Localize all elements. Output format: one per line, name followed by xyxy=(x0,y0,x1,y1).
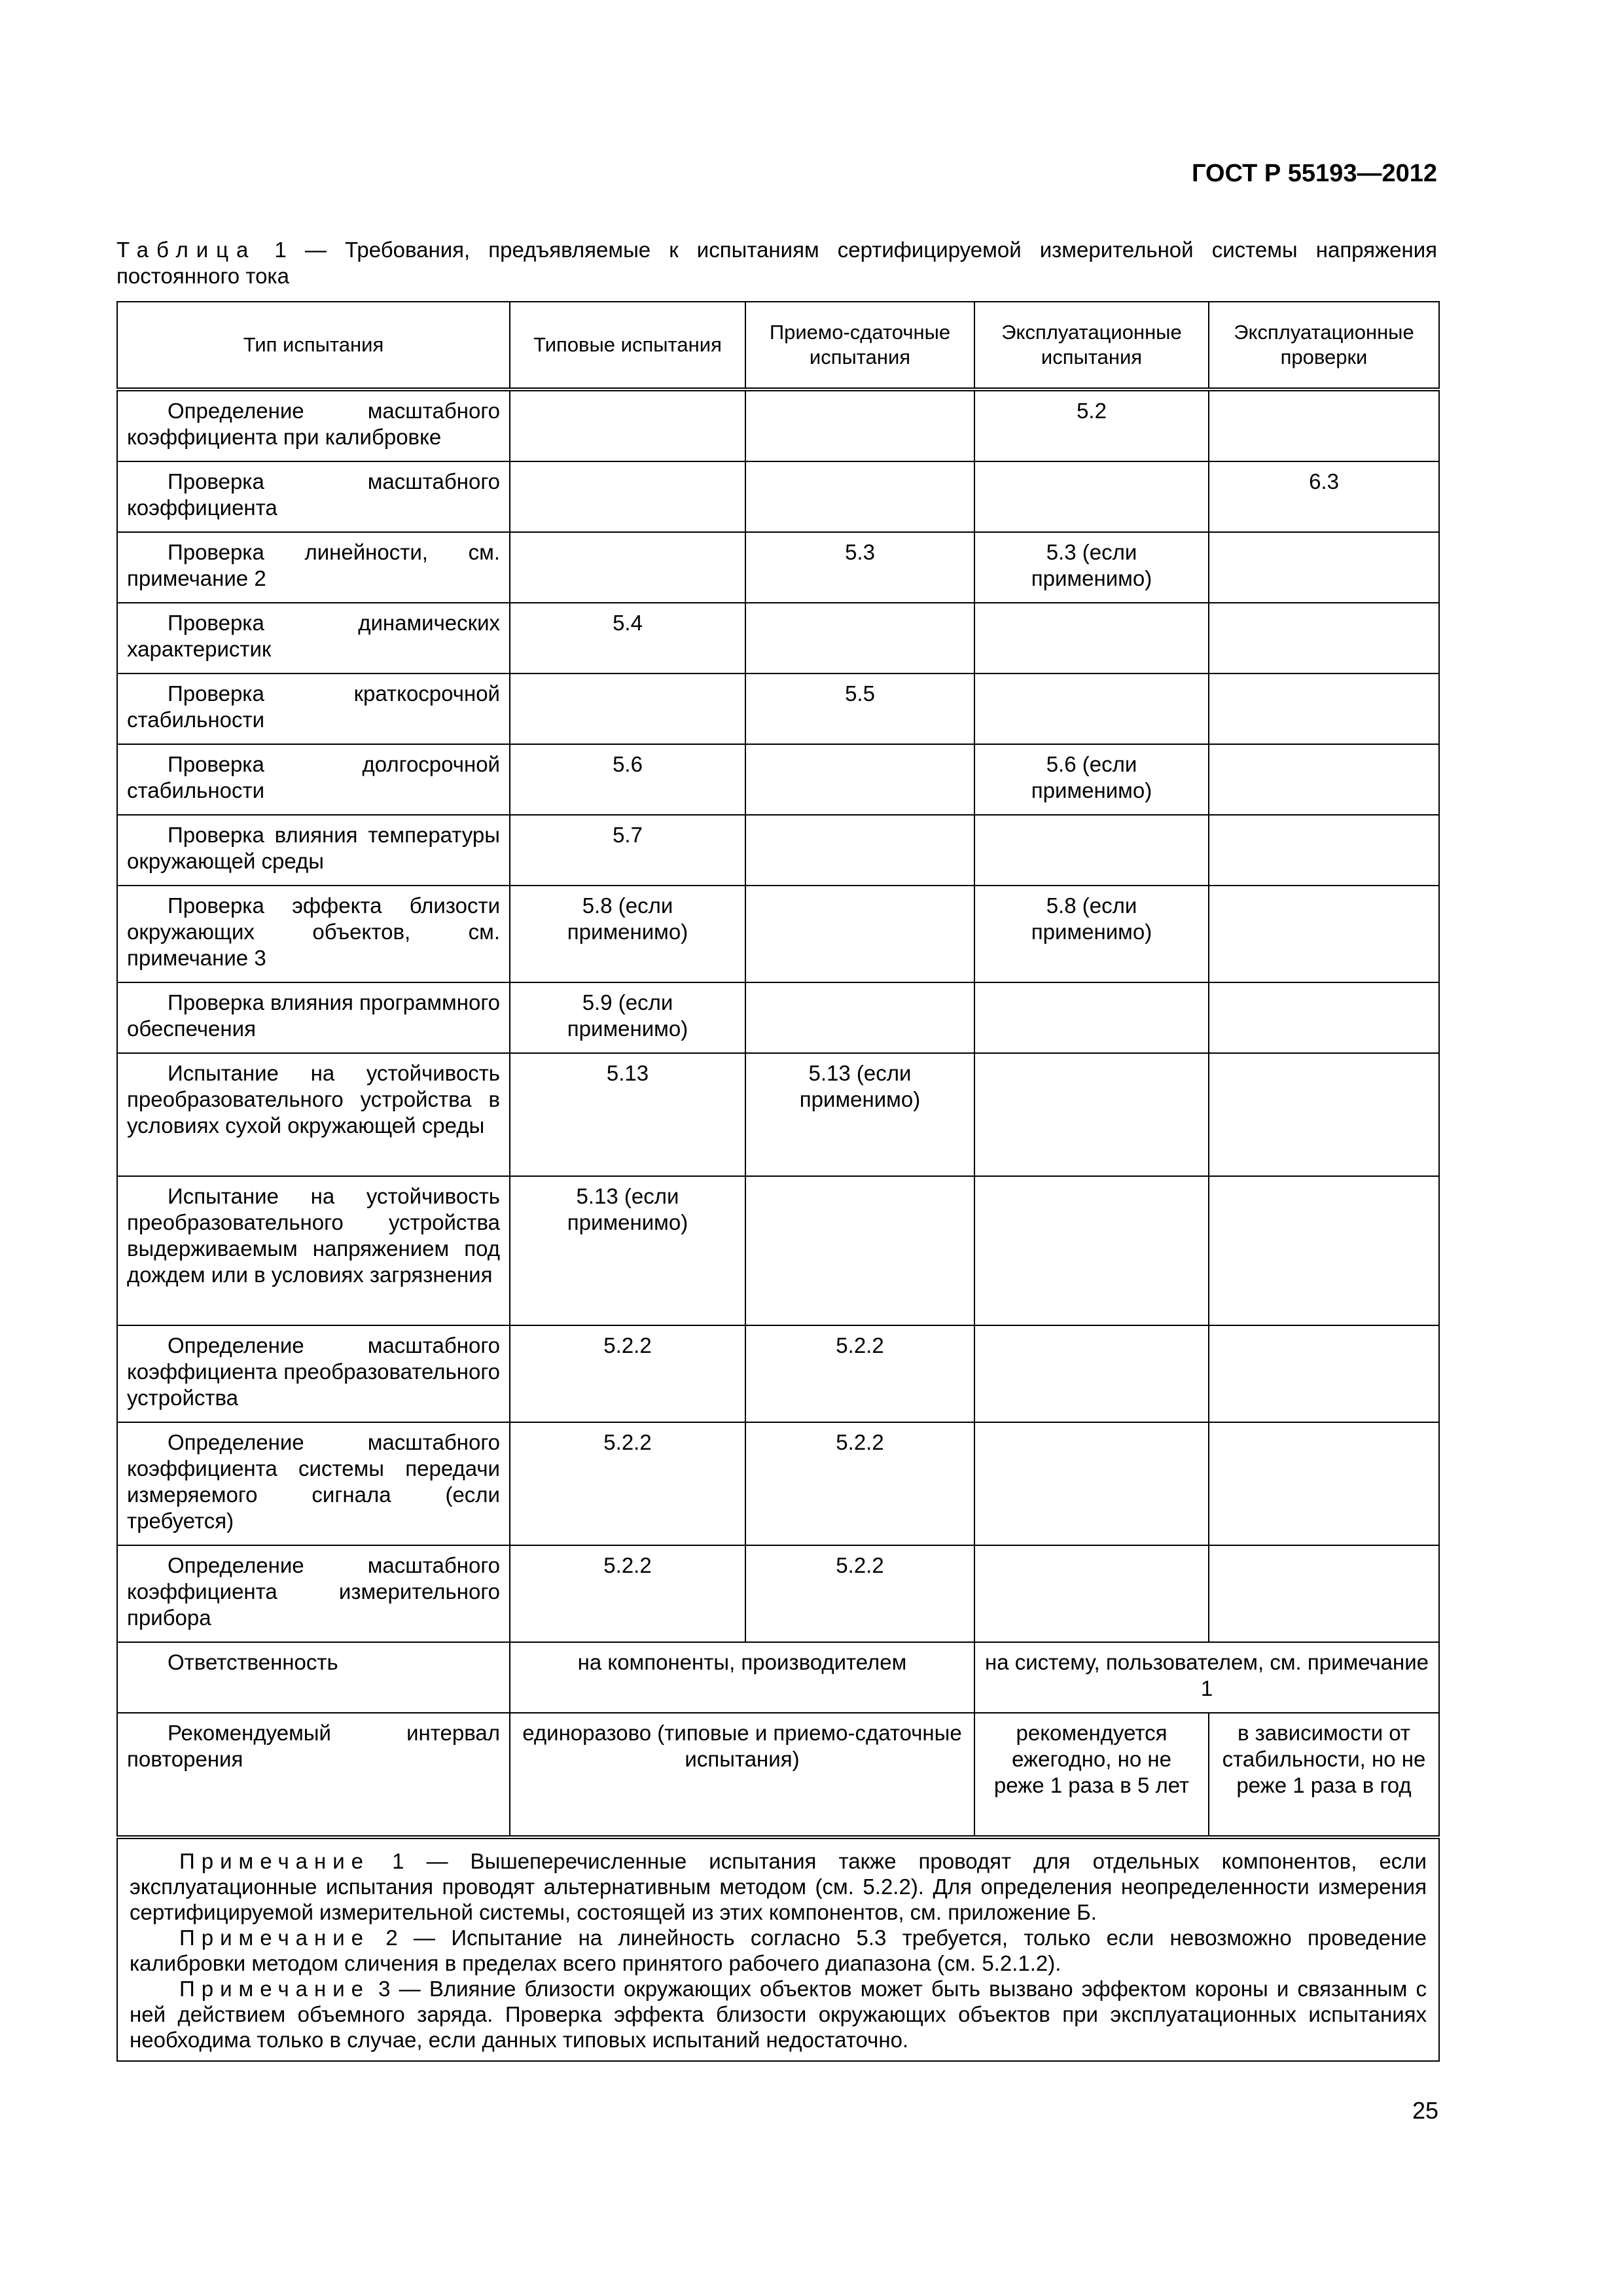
test-name: Проверка долгосрочной стабильности xyxy=(117,744,510,815)
cell-type: 5.2.2 xyxy=(510,1422,745,1545)
interval-operational-checks: в зависимости от стабильности, но не реже 1 раза в год xyxy=(1209,1713,1439,1837)
document-code: ГОСТ Р 55193—2012 xyxy=(1192,160,1437,187)
note-2: Примечание 2 — Испытание на линейность согласно 5.3 требуется, только если невозможно проведение калибровки методом сличения в пределах всего принятого рабочего диапазона (см. 5.2.1.2). xyxy=(130,1926,1427,1975)
test-name: Проверка влияния программного обеспечения xyxy=(117,982,510,1053)
col-header-operational-checks: Эксплуатационные проверки xyxy=(1209,302,1439,389)
cell-acceptance xyxy=(745,389,974,461)
notes-cell xyxy=(117,1837,1439,2061)
note-1: Примечание 1 — Вышеперечисленные испытания также проводят для отдельных компонентов, если эксплуатационные испытания проводят альтернативным методом (см. 5.2.2). Для определения неопределенности измерения сертифицируемой измерительной системы, состоящей из этих компонентов, см. приложение Б. xyxy=(130,1849,1427,1924)
cell-acceptance: 5.13 (если применимо) xyxy=(745,1053,974,1176)
table-header-row xyxy=(117,302,1439,389)
note-3: Примечание 3 — Влияние близости окружающих объектов может быть вызвано эффектом короны и связанным с ней действием объемного заряда. Проверка эффекта близости окружающих объектов при эксплуатационных испытаниях необходима только в случае, если данных типовых испытаний недостаточно. xyxy=(130,1977,1427,2052)
cell-operational-check xyxy=(1209,1053,1439,1176)
cell-acceptance: 5.2.2 xyxy=(745,1545,974,1642)
col-header-test-type: Тип испытания xyxy=(117,302,510,389)
test-name: Проверка линейности, см. примечание 2 xyxy=(117,532,510,603)
cell-acceptance xyxy=(745,603,974,673)
table-row xyxy=(117,1053,1439,1176)
cell-operational-test xyxy=(974,1176,1209,1325)
table-row xyxy=(117,1176,1439,1325)
cell-acceptance xyxy=(745,982,974,1053)
cell-operational-check xyxy=(1209,982,1439,1053)
cell-operational-test: 5.6 (если применимо) xyxy=(974,744,1209,815)
cell-operational-test xyxy=(974,815,1209,886)
test-name: Испытание на устойчивость преобразовательного устройства выдерживаемым напряжением под дождем или в условиях загрязнения xyxy=(117,1176,510,1325)
cell-operational-test xyxy=(974,1053,1209,1176)
table-row xyxy=(117,603,1439,673)
cell-operational-test xyxy=(974,603,1209,673)
test-name: Испытание на устойчивость преобразовательного устройства в условиях сухой окружающей среды xyxy=(117,1053,510,1176)
notes-row xyxy=(117,1837,1439,2061)
cell-type: 5.2.2 xyxy=(510,1545,745,1642)
cell-operational-check xyxy=(1209,389,1439,461)
cell-operational-test xyxy=(974,461,1209,532)
cell-acceptance: 5.2.2 xyxy=(745,1422,974,1545)
cell-acceptance xyxy=(745,744,974,815)
cell-type: 5.13 (если применимо) xyxy=(510,1176,745,1325)
cell-operational-check xyxy=(1209,673,1439,744)
table-row xyxy=(117,1422,1439,1545)
cell-acceptance xyxy=(745,461,974,532)
cell-acceptance xyxy=(745,886,974,982)
responsibility-label: Ответственность xyxy=(117,1642,510,1713)
cell-type: 5.8 (если применимо) xyxy=(510,886,745,982)
table-row xyxy=(117,389,1439,461)
page-number: 25 xyxy=(1412,2097,1438,2124)
cell-type xyxy=(510,532,745,603)
cell-operational-check xyxy=(1209,886,1439,982)
test-name: Определение масштабного коэффициента при калибровке xyxy=(117,389,510,461)
cell-operational-test xyxy=(974,982,1209,1053)
table-caption xyxy=(116,237,1437,289)
cell-operational-test xyxy=(974,1422,1209,1545)
cell-acceptance: 5.2.2 xyxy=(745,1325,974,1422)
cell-type: 5.6 xyxy=(510,744,745,815)
cell-operational-check xyxy=(1209,603,1439,673)
cell-operational-test xyxy=(974,1545,1209,1642)
interval-type-acceptance: единоразово (типовые и приемо-сдаточные испытания) xyxy=(510,1713,974,1837)
cell-operational-check xyxy=(1209,532,1439,603)
table-row xyxy=(117,461,1439,532)
table-row xyxy=(117,744,1439,815)
table-row xyxy=(117,1545,1439,1642)
interval-row xyxy=(117,1713,1439,1837)
cell-type xyxy=(510,389,745,461)
cell-type: 5.9 (если применимо) xyxy=(510,982,745,1053)
interval-operational-tests: рекомендуется ежегодно, но не реже 1 раза в 5 лет xyxy=(974,1713,1209,1837)
responsibility-user: на систему, пользователем, см. примечание 1 xyxy=(974,1642,1439,1713)
test-name: Проверка влияния температуры окружающей среды xyxy=(117,815,510,886)
test-name: Определение масштабного коэффициента системы передачи измеряемого сигнала (если требуется) xyxy=(117,1422,510,1545)
test-name: Проверка масштабного коэффициента xyxy=(117,461,510,532)
test-name: Проверка динамических характеристик xyxy=(117,603,510,673)
cell-operational-test: 5.3 (если применимо) xyxy=(974,532,1209,603)
caption-text: 1 — Требования, предъявляемые к испытаниям сертифицируемой измерительной системы напряжения постоянного тока xyxy=(116,238,1437,288)
cell-type: 5.2.2 xyxy=(510,1325,745,1422)
responsibility-manufacturer: на компоненты, производителем xyxy=(510,1642,974,1713)
cell-operational-check xyxy=(1209,1325,1439,1422)
table-row xyxy=(117,673,1439,744)
cell-acceptance: 5.3 xyxy=(745,532,974,603)
requirements-table xyxy=(116,301,1440,2062)
cell-operational-check: 6.3 xyxy=(1209,461,1439,532)
col-header-operational-tests: Эксплуатационные испытания xyxy=(974,302,1209,389)
col-header-acceptance-tests: Приемо-сдаточные испытания xyxy=(745,302,974,389)
table-row xyxy=(117,815,1439,886)
responsibility-row xyxy=(117,1642,1439,1713)
col-header-type-tests: Типовые испытания xyxy=(510,302,745,389)
cell-type xyxy=(510,461,745,532)
cell-operational-check xyxy=(1209,1176,1439,1325)
cell-operational-check xyxy=(1209,1545,1439,1642)
table-row xyxy=(117,886,1439,982)
cell-acceptance: 5.5 xyxy=(745,673,974,744)
interval-label: Рекомендуемый интервал повторения xyxy=(117,1713,510,1837)
test-name: Определение масштабного коэффициента измерительного прибора xyxy=(117,1545,510,1642)
cell-type: 5.7 xyxy=(510,815,745,886)
cell-operational-check xyxy=(1209,1422,1439,1545)
cell-type: 5.13 xyxy=(510,1053,745,1176)
test-name: Проверка эффекта близости окружающих объектов, см. примечание 3 xyxy=(117,886,510,982)
cell-operational-test xyxy=(974,1325,1209,1422)
cell-operational-check xyxy=(1209,815,1439,886)
cell-acceptance xyxy=(745,815,974,886)
table-row xyxy=(117,1325,1439,1422)
cell-operational-test xyxy=(974,673,1209,744)
cell-operational-test: 5.8 (если применимо) xyxy=(974,886,1209,982)
test-name: Определение масштабного коэффициента преобразовательного устройства xyxy=(117,1325,510,1422)
cell-type xyxy=(510,673,745,744)
cell-operational-check xyxy=(1209,744,1439,815)
table-row xyxy=(117,982,1439,1053)
cell-acceptance xyxy=(745,1176,974,1325)
cell-type: 5.4 xyxy=(510,603,745,673)
caption-label: Таблица xyxy=(116,238,257,262)
cell-operational-test: 5.2 xyxy=(974,389,1209,461)
test-name: Проверка краткосрочной стабильности xyxy=(117,673,510,744)
table-row xyxy=(117,532,1439,603)
